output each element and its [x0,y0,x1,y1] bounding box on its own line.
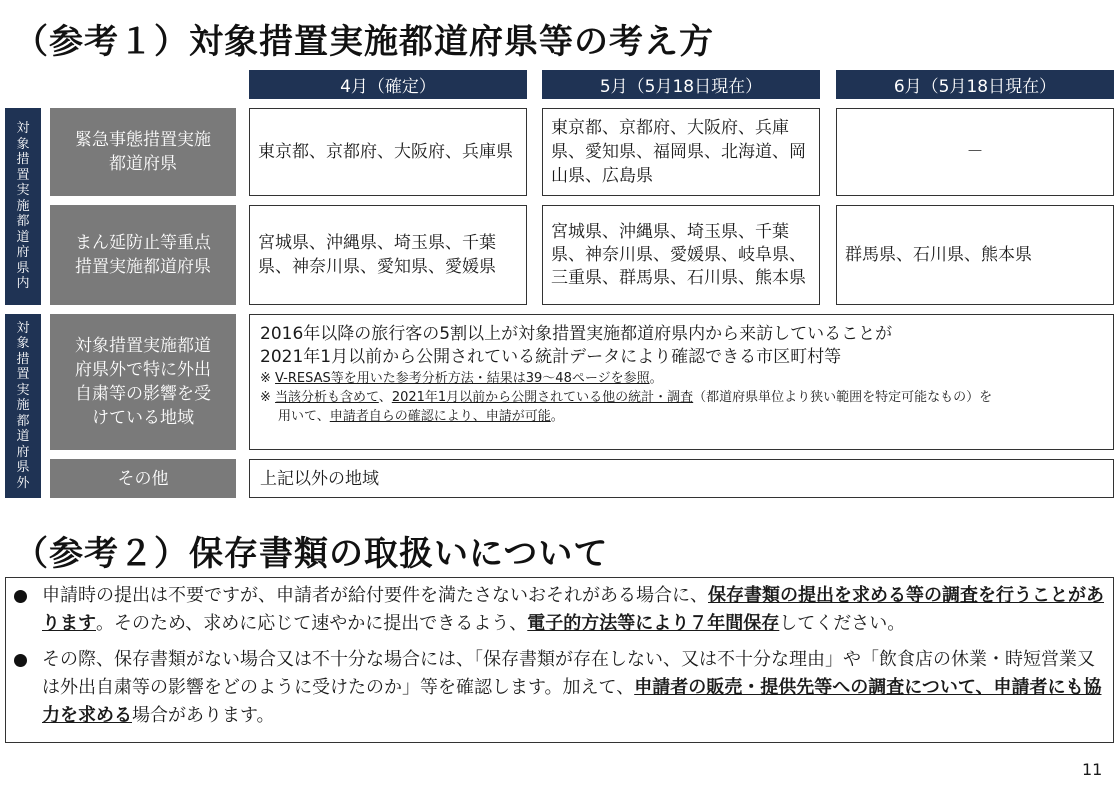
cell-emergency-june: － [836,108,1114,196]
page-number: 11 [1082,760,1103,779]
row-label-emergency: 緊急事態措置実施都道府県 [50,108,236,196]
cell-affected-areas [249,314,1114,450]
cell-emergency-may: 東京都、京都府、大阪府、兵庫県、愛知県、福岡県、北海道、岡山県、広島県 [542,108,820,196]
page-title: （参考１）対象措置実施都道府県等の考え方 [14,22,714,62]
bullet-item-1: 申請時の提出は不要ですが、申請者が給付要件を満たさないおそれがある場合に、保存書類の提出を求める等の調査を行うことがあります。そのため、求めに応じて速やかに提出できるよう、電子的方法等により７年間保存してください。 [12,582,1105,638]
cell-priority-june: 群馬県、石川県、熊本県 [836,205,1114,305]
bullet-dot-icon [14,654,27,667]
affected-areas-line-2: 2021年1月以前から公開されている統計データにより確認できる市区町村等 [260,347,842,367]
bullet-item-2: その際、保存書類がない場合又は不十分な場合には、「保存書類が存在しない、又は不十分な理由」や「飲食店の休業・時短営業又は外出自粛等の影響をどのように受けたのか」等を確認します。加えて、申請者の販売・提供先等への調査について、申請者にも協力を求める場合があります。 [12,646,1105,730]
side-label-outside: 対象措置実施都道府県外 [5,314,41,498]
column-header-june: 6月（5月18日現在） [836,70,1114,99]
bullet-dot-icon [14,590,27,603]
cell-priority-april: 宮城県、沖縄県、埼玉県、千葉県、神奈川県、愛知県、愛媛県 [249,205,527,305]
row-label-priority-measures: まん延防止等重点措置実施都道府県 [50,205,236,305]
cell-other: 上記以外の地域 [249,459,1114,498]
cell-emergency-april: 東京都、京都府、大阪府、兵庫県 [249,108,527,196]
column-header-may: 5月（5月18日現在） [542,70,820,99]
column-header-april: 4月（確定） [249,70,527,99]
side-label-inside: 対象措置実施都道府県内 [5,108,41,305]
cell-priority-may: 宮城県、沖縄県、埼玉県、千葉県、神奈川県、愛媛県、岐阜県、三重県、群馬県、石川県、熊本県 [542,205,820,305]
storage-documents-box [5,577,1114,743]
row-label-other: その他 [50,459,236,498]
affected-areas-line-1: 2016年以降の旅行客の5割以上が対象措置実施都道府県内から来訪していることが [260,324,893,344]
section-title-2: （参考２）保存書類の取扱いについて [14,534,609,574]
affected-areas-note-2: ※ 当該分析も含めて、2021年1月以前から公開されている他の統計・調査（都道府県単位より狭い範囲を特定可能なもの）を 用いて、申請者自らの確認により、申請が可能。 [260,390,993,424]
affected-areas-note-1: ※ V-RESAS等を用いた参考分析方法・結果は39～48ページを参照。 [260,371,663,386]
row-label-affected-areas: 対象措置実施都道府県外で特に外出自粛等の影響を受けている地域 [50,314,236,450]
